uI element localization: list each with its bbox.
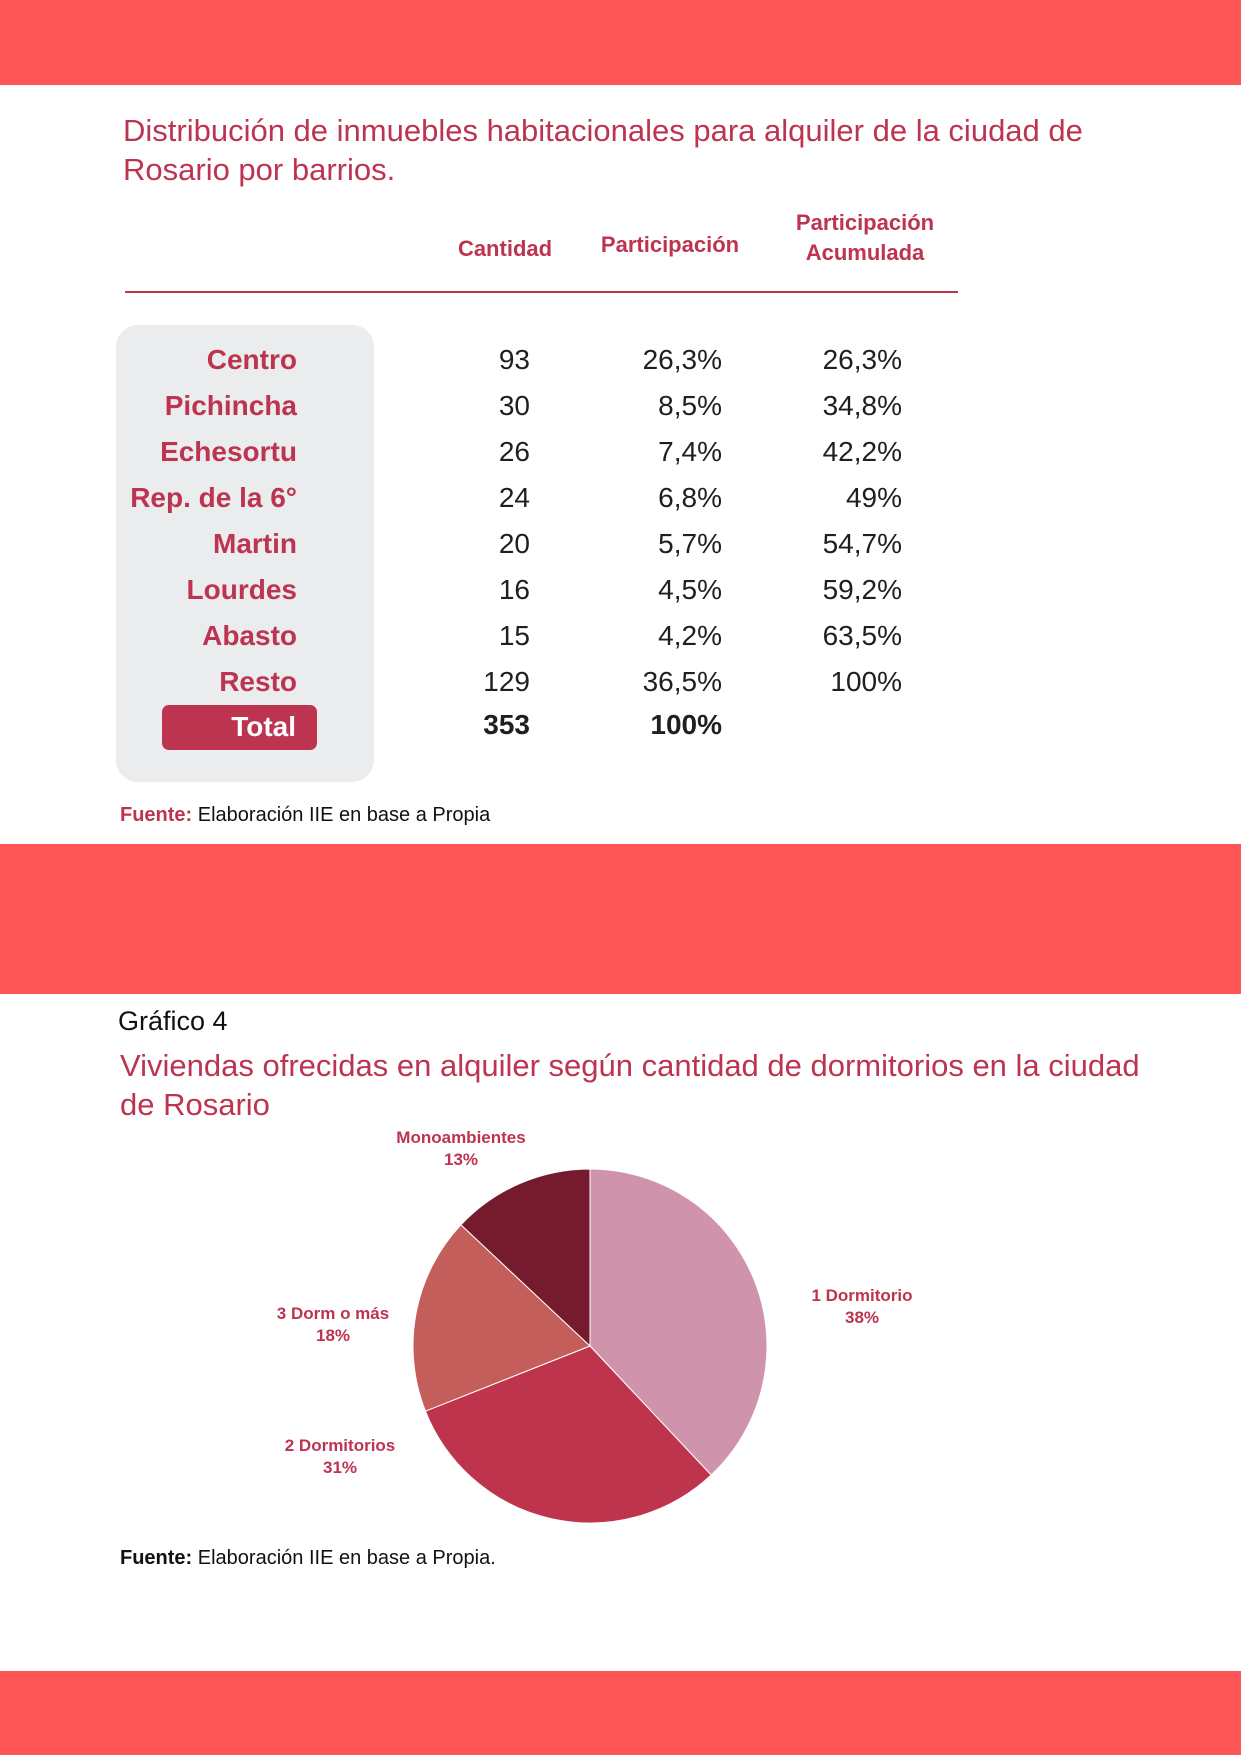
pie-slice-value: 18% (315, 1326, 351, 1345)
column-header-cantidad: Cantidad (457, 236, 553, 261)
chart-source (120, 1547, 496, 1570)
cell-participacion: 4,5% (658, 574, 722, 605)
pie-slice-label (772, 1285, 952, 1329)
cell-cantidad: 20 (498, 528, 530, 559)
footer-band (0, 1671, 1241, 1755)
cell-cantidad: 15 (498, 620, 530, 651)
pie-slice-value: 13% (443, 1150, 479, 1169)
total-label: Total (231, 711, 296, 742)
cell-cantidad: 30 (498, 390, 530, 421)
pie-slice-name: 2 Dormitorios (284, 1436, 396, 1455)
row-label-barrio: Pichincha (164, 390, 297, 421)
cell-acumulada: 34,8% (822, 390, 902, 421)
cell-participacion: 7,4% (658, 436, 722, 467)
pie-slice-value: 38% (844, 1308, 880, 1327)
cell-participacion: 6,8% (658, 482, 722, 513)
cell-participacion: 5,7% (658, 528, 722, 559)
cell-acumulada: 59,2% (822, 574, 902, 605)
row-label-barrio: Abasto (202, 620, 297, 651)
pie-slice-label (243, 1303, 423, 1347)
cell-participacion: 4,2% (658, 620, 722, 651)
table-title: Distribución de inmuebles habitacionales para alquiler de la ciudad de Rosario por barrios. (123, 113, 1083, 187)
pie-slice-value: 31% (322, 1458, 358, 1477)
pie-slice-name: 3 Dorm o más (276, 1304, 390, 1323)
cell-participacion: 26,3% (642, 344, 722, 375)
column-header-acumulada-line1: Participación (795, 210, 935, 235)
cell-acumulada: 42,2% (822, 436, 902, 467)
chart-source-label: Fuente: (120, 1547, 193, 1569)
cell-acumulada: 54,7% (822, 528, 902, 559)
cell-cantidad: 16 (498, 574, 530, 605)
pie-slice-label (371, 1127, 551, 1171)
chart-title: Viviendas ofrecidas en alquiler según cantidad de dormitorios en la ciudad de Rosario (120, 1048, 1140, 1122)
cell-cantidad: 93 (498, 344, 530, 375)
pie-slice-name: Monoambientes (396, 1128, 526, 1147)
cell-acumulada: 49% (845, 482, 902, 513)
cell-participacion: 8,5% (658, 390, 722, 421)
column-header-participacion: Participación (600, 232, 740, 257)
cell-cantidad: 26 (498, 436, 530, 467)
total-participacion: 100% (650, 709, 722, 740)
chart-number-label: Gráfico 4 (118, 1006, 228, 1036)
row-label-barrio: Rep. de la 6° (130, 482, 297, 513)
table-source-text: Elaboración IIE en base a Propia (192, 804, 491, 826)
cell-participacion: 36,5% (642, 666, 722, 697)
total-cantidad: 353 (483, 709, 530, 740)
pie-slice-name: 1 Dormitorio (811, 1286, 913, 1305)
cell-acumulada: 100% (830, 666, 902, 697)
table-source-label: Fuente: (120, 804, 193, 826)
row-label-barrio: Echesortu (160, 436, 297, 467)
row-label-barrio: Martin (213, 528, 297, 559)
cell-acumulada: 63,5% (822, 620, 902, 651)
chart-source-text: Elaboración IIE en base a Propia. (192, 1547, 496, 1569)
row-label-barrio: Resto (219, 666, 297, 697)
cell-acumulada: 26,3% (822, 344, 902, 375)
row-label-barrio: Lourdes (186, 574, 297, 605)
cell-cantidad: 24 (498, 482, 530, 513)
pie-slice-label (250, 1435, 430, 1479)
cell-cantidad: 129 (483, 666, 530, 697)
column-header-acumulada-line2: Acumulada (805, 240, 925, 265)
row-label-barrio: Centro (206, 344, 297, 375)
